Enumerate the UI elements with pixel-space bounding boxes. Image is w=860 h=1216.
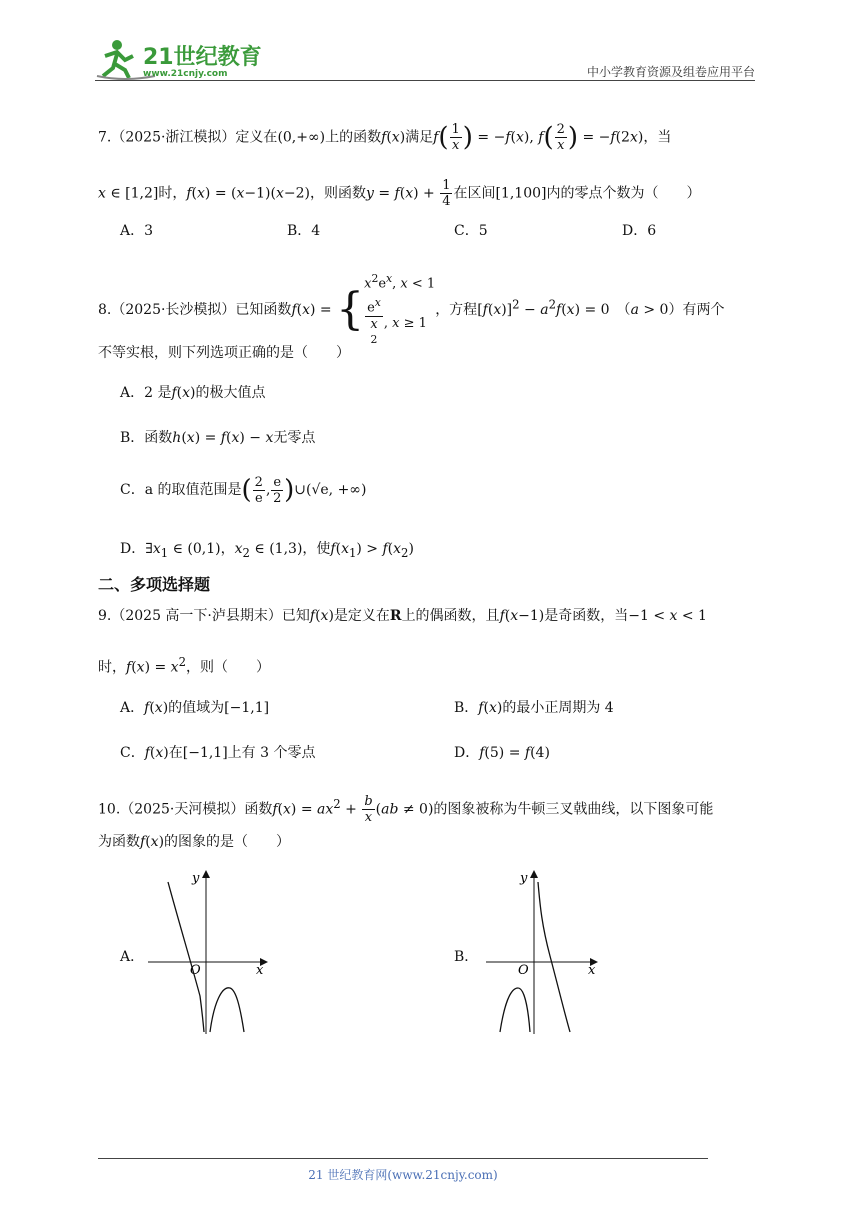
q8-optA-post: 的极大值点 bbox=[195, 385, 266, 401]
q7-option-c: C．5 bbox=[454, 223, 488, 239]
graph-a-label: A． bbox=[120, 949, 145, 965]
logo-url: www.21cnjy.com bbox=[143, 69, 228, 79]
footer-divider bbox=[98, 1158, 708, 1159]
q8-optD-mid1: ， bbox=[220, 541, 235, 557]
graph-b-curve-left bbox=[500, 988, 530, 1032]
q10-prefix: 10.（2025·天河模拟）函数 bbox=[98, 801, 273, 818]
q9-optB-post: 的最小正周期为 4 bbox=[502, 700, 614, 716]
graph-a-origin-label: O bbox=[190, 963, 201, 978]
q8-option-a: A．2 是f(x)的极大值点 bbox=[120, 385, 266, 401]
q9-line2: 时，$f(x) = x^2$，则（ ） bbox=[98, 655, 270, 676]
q7-t2: 满足 bbox=[405, 129, 434, 146]
q9-t2: 上的偶函数，且 bbox=[401, 608, 500, 624]
q8-optD-mid2: ，使 bbox=[302, 541, 331, 557]
q7-interval: [1,100] bbox=[495, 185, 547, 202]
q9-R: R bbox=[389, 608, 402, 624]
q9-optC-post: 上有 3 个零点 bbox=[227, 745, 316, 761]
graph-a-curve-left bbox=[168, 882, 204, 1032]
section-title-multiple-choice: 二、多项选择题 bbox=[98, 575, 211, 594]
logo-text: 21世纪教育 bbox=[143, 45, 262, 70]
q9-option-b: B．f(x)的最小正周期为 4 bbox=[454, 700, 614, 716]
q9-t3: 是奇函数，当 bbox=[544, 608, 629, 624]
graph-b bbox=[478, 866, 618, 1036]
q8-option-b: B．函数h(x) = f(x) − x无零点 bbox=[120, 430, 316, 446]
graph-a bbox=[140, 866, 280, 1036]
footer-text: 21 世纪教育网(www.21cnjy.com) bbox=[308, 1168, 498, 1182]
graph-b-x-label: x bbox=[588, 963, 596, 978]
q9-t1: 是定义在 bbox=[333, 608, 390, 624]
graph-b-y-label: y bbox=[520, 871, 528, 886]
q9-optA-pre: A． bbox=[120, 700, 145, 716]
graph-a-y-label: y bbox=[192, 871, 200, 886]
q9-optC-mid: 在 bbox=[168, 745, 183, 761]
q7-prefix: 7.（2025·浙江模拟）定义在 bbox=[98, 129, 278, 146]
q8-optB-pre: B．函数 bbox=[120, 430, 173, 446]
q8-optD-pre: D． bbox=[120, 541, 146, 557]
q8-t2: 有两个 bbox=[682, 302, 725, 318]
q8-optC-pre: C．a 的取值范围是 bbox=[120, 482, 242, 498]
q7-t3: ，当 bbox=[643, 129, 672, 146]
q9-prefix: 9.（2025 高一下·泸县期末）已知 bbox=[98, 608, 310, 624]
q9-line1: 9.（2025 高一下·泸县期末）已知f(x)是定义在R上的偶函数，且f(x−1)是奇函数，当−1 < x < 1 bbox=[98, 608, 707, 624]
q7-domain: (0,+∞) bbox=[277, 129, 326, 146]
header-right-text: 中小学教育资源及组卷应用平台 bbox=[586, 65, 755, 79]
q8-line2: 不等实根，则下列选项正确的是（ ） bbox=[98, 345, 350, 361]
q9-line2-post: ，则（ ） bbox=[185, 659, 270, 676]
graph-a-curve-right bbox=[210, 988, 244, 1032]
graph-b-origin-label: O bbox=[518, 963, 529, 978]
q8-optA-pre: A．2 是 bbox=[120, 385, 172, 401]
q10-t1: 的图象被称为牛顿三叉戟曲线，以下图象可能 bbox=[433, 801, 714, 818]
q7-t4: 时， bbox=[158, 185, 187, 202]
q10-line2-pre: 为函数 bbox=[98, 834, 140, 850]
graph-a-x-label: x bbox=[256, 963, 264, 978]
q8-t1: ，方程 bbox=[435, 302, 478, 318]
q8-option-d: D．$\exists x_1$ ∈ (0,1)，$x_2$ ∈ (1,3)，使$f(x_1) > f(x_2)$ bbox=[120, 541, 414, 560]
site-logo bbox=[95, 36, 265, 82]
q9-optA-post: 的值域为 bbox=[168, 700, 225, 716]
q10-line2: 为函数f(x)的图象的是（ ） bbox=[98, 834, 291, 850]
q9-optD-pre: D． bbox=[454, 745, 480, 761]
q7-t1: 上的函数 bbox=[325, 129, 382, 146]
q7-line2: x ∈ [1,2]时，f(x) = (x−1)(x−2)，则函数y = f(x) + $\frac{1}{4}$ 在区间[1,100]内的零点个数为（ ） bbox=[98, 178, 701, 209]
q8-line1: 8.（2025·长沙模拟）已知函数f(x) = { $x^2e^x$, x < 1 $e^x$ x $^2$ , x ≥ 1 ，方程$[f(x)]^2 - a^2f(x) = 0$ （a > 0）有两个 bbox=[98, 272, 725, 346]
q8-optB-post: 无零点 bbox=[273, 430, 316, 446]
header-divider bbox=[95, 80, 755, 81]
q8-option-c: C．a 的取值范围是( $\frac{2}{e}$ , $\frac{e}{2}$ )∪(√e, +∞) bbox=[120, 474, 367, 506]
q10-line2-post: 的图象的是（ ） bbox=[164, 834, 291, 850]
q10-line1: 10.（2025·天河模拟）函数$f(x) = ax^2$ + $\frac{b}{x}$ (ab ≠ 0)的图象被称为牛顿三叉戟曲线，以下图象可能 bbox=[98, 794, 714, 826]
q8-prefix: 8.（2025·长沙模拟）已知函数 bbox=[98, 302, 292, 318]
q7-option-d: D．6 bbox=[622, 223, 657, 239]
graph-b-curve-right bbox=[538, 882, 570, 1032]
q9-option-c: C．f(x)在[−1,1]上有 3 个零点 bbox=[120, 745, 316, 761]
q9-optB-pre: B． bbox=[454, 700, 479, 716]
q7-t6: 在区间 bbox=[453, 185, 496, 202]
q9-optC-pre: C． bbox=[120, 745, 145, 761]
q9-option-d: D．f(5) = f(4) bbox=[454, 745, 550, 761]
graph-b-label: B． bbox=[454, 949, 479, 965]
q7-option-a: A．3 bbox=[120, 223, 154, 239]
q7-t7: 内的零点个数为（ ） bbox=[546, 185, 701, 202]
q7-t5: ，则函数 bbox=[309, 185, 366, 202]
q7-line1: 7.（2025·浙江模拟）定义在(0,+∞)上的函数f(x)满足f( $\frac{1}{x}$ ) = −f(x), f( $\frac{2}{x}$ ) = −f(2x)，当 bbox=[98, 122, 672, 153]
q9-line2-pre: 时， bbox=[98, 659, 126, 676]
q9-option-a: A．f(x)的值域为[−1,1] bbox=[120, 700, 270, 716]
q7-option-b: B．4 bbox=[287, 223, 321, 239]
